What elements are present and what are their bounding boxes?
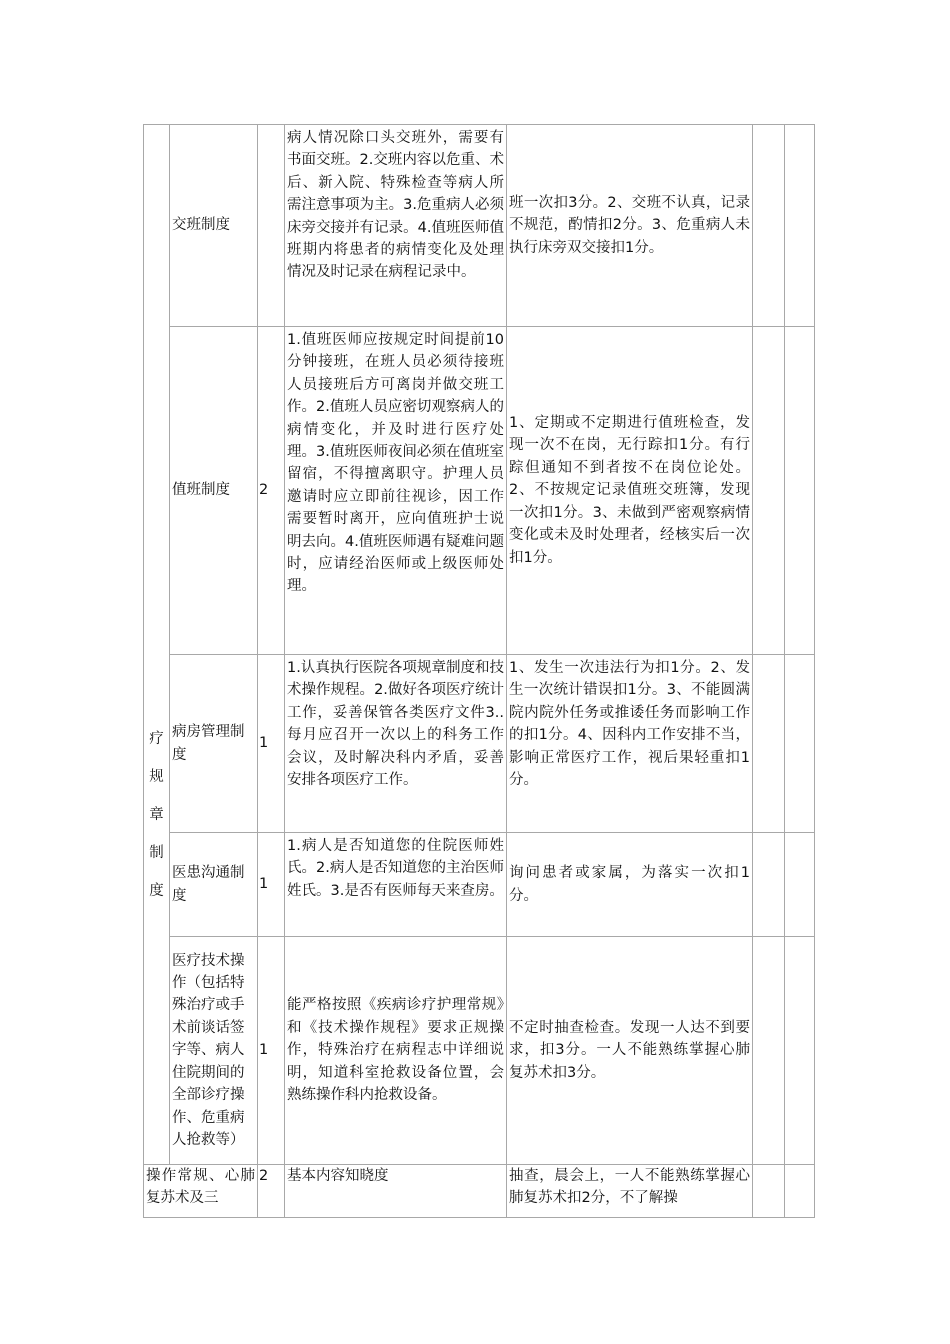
empty-cell (753, 125, 785, 327)
table-row (144, 327, 815, 655)
category-char: 制 (149, 844, 164, 861)
category-char: 疗 (149, 730, 164, 747)
item-score (258, 125, 285, 327)
item-score: 2 (258, 327, 285, 655)
table-row (144, 655, 815, 833)
item-name: 操作常规、心肺复苏术及三 (144, 1165, 258, 1218)
empty-cell (753, 655, 785, 833)
item-name: 交班制度 (170, 125, 258, 327)
item-standard: 抽查，晨会上，一人不能熟练掌握心肺复苏术扣2分，不了解操 (507, 1165, 753, 1218)
category-char: 规 (149, 768, 164, 785)
item-content: 1.认真执行医院各项规章制度和技术操作规程。2.做好各项医疗统计工作，妥善保管各类医疗文件3..每月应召开一次以上的科务工作会议，及时解决科内矛盾，妥善安排各项医疗工作。 (285, 655, 507, 833)
table-row (144, 937, 815, 1165)
item-score: 2 (258, 1165, 285, 1218)
item-name: 值班制度 (170, 327, 258, 655)
category-char: 章 (149, 806, 164, 823)
item-content: 病人情况除口头交班外，需要有书面交班。2.交班内容以危重、术后、新入院、特殊检查等病人所需注意事项为主。3.危重病人必须床旁交接并有记录。4.值班医师值班期内将患者的病情变化及处理情况及时记录在病程记录中。 (285, 125, 507, 327)
empty-cell (785, 327, 815, 655)
empty-cell (753, 937, 785, 1165)
empty-cell (785, 833, 815, 937)
item-name: 医疗技术操作（包括特殊治疗或手术前谈话签字等、病人住院期间的全部诊疗操作、危重病人抢救等） (170, 937, 258, 1165)
page (143, 124, 815, 1218)
item-standard: 1、发生一次违法行为扣1分。2、发生一次统计错误扣1分。3、不能圆满院内院外任务或推诿任务而影响工作的扣1分。4、因科内工作安排不当，影响正常医疗工作，视后果轻重扣1分。 (507, 655, 753, 833)
item-content: 1.病人是否知道您的住院医师姓氏。2.病人是否知道您的主治医师姓氏。3.是否有医师每天来查房。 (285, 833, 507, 937)
empty-cell (753, 327, 785, 655)
item-score: 1 (258, 833, 285, 937)
item-content: 基本内容知晓度 (285, 1165, 507, 1218)
table-row (144, 833, 815, 937)
empty-cell (785, 125, 815, 327)
category-char: 度 (149, 882, 164, 899)
item-content: 能严格按照《疾病诊疗护理常规》和《技术操作规程》要求正规操作，特殊治疗在病程志中详细说明，知道科室抢救设备位置，会熟练操作科内抢救设备。 (285, 937, 507, 1165)
category-cell (144, 125, 170, 1165)
item-score: 1 (258, 655, 285, 833)
empty-cell (785, 655, 815, 833)
empty-cell (753, 833, 785, 937)
table-row (144, 125, 815, 327)
item-standard: 询问患者或家属，为落实一次扣1分。 (507, 833, 753, 937)
item-name: 医患沟通制度 (170, 833, 258, 937)
empty-cell (785, 937, 815, 1165)
item-standard: 1、定期或不定期进行值班检查，发现一次不在岗，无行踪扣1分。有行踪但通知不到者按不在岗位论处。2、不按规定记录值班交班簿，发现一次扣1分。3、未做到严密观察病情变化或未及时处理者，经核实后一次扣1分。 (507, 327, 753, 655)
empty-cell (753, 1165, 785, 1218)
table-row (144, 1165, 815, 1218)
item-content: 1.值班医师应按规定时间提前10分钟接班，在班人员必须待接班人员接班后方可离岗并做交班工作。2.值班人员应密切观察病人的病情变化，并及时进行医疗处理。3.值班医师夜间必须在值班室留宿，不得擅离职守。护理人员邀请时应立即前往视诊，因工作需要暂时离开，应向值班护士说明去向。4.值班医师遇有疑难问题时，应请经治医师或上级医师处理。 (285, 327, 507, 655)
item-standard: 班一次扣3分。2、交班不认真，记录不规范，酌情扣2分。3、危重病人未执行床旁双交接扣1分。 (507, 125, 753, 327)
assessment-table (143, 124, 815, 1218)
empty-cell (785, 1165, 815, 1218)
item-standard: 不定时抽查检查。发现一人达不到要求，扣3分。一人不能熟练掌握心肺复苏术扣3分。 (507, 937, 753, 1165)
item-score: 1 (258, 937, 285, 1165)
item-name: 病房管理制度 (170, 655, 258, 833)
